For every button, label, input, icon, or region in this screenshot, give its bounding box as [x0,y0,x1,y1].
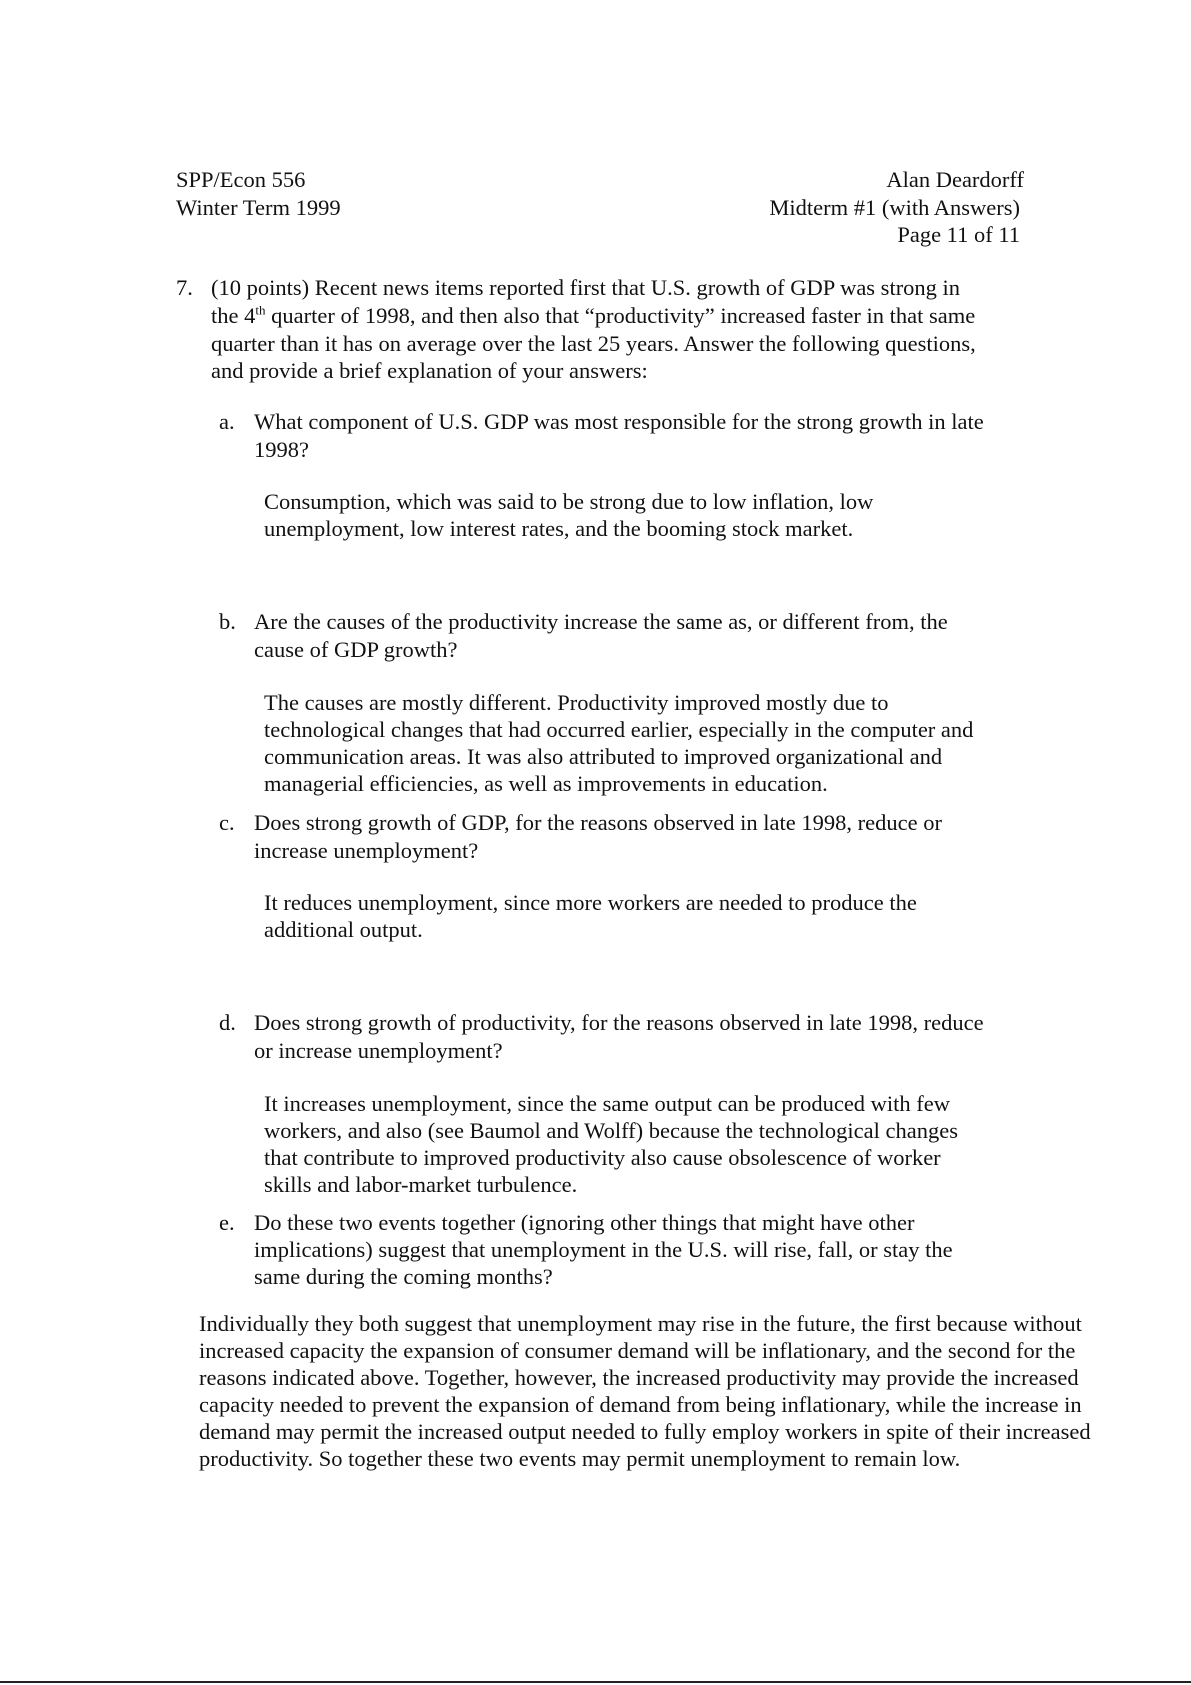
part-b-question: cause of GDP growth? [254,637,458,662]
part-a-answer: unemployment, low interest rates, and the booming stock market. [264,516,854,541]
part-e-question: Do these two events together (ignoring other things that might have other [254,1210,915,1235]
question-line [211,302,975,329]
question-text: the 4 [211,303,256,328]
part-e-answer: Individually they both suggest that unemployment may rise in the future, the first because without [199,1311,1082,1336]
author: Alan Deardorff [886,167,1024,192]
part-e-question: same during the coming months? [254,1264,553,1289]
part-b-answer: The causes are mostly different. Productivity improved mostly due to [264,690,889,715]
part-c-question: Does strong growth of GDP, for the reasons observed in late 1998, reduce or [254,810,942,835]
page-number: Page 11 of 11 [897,222,1020,247]
exam-title: Midterm #1 (with Answers) [769,195,1020,220]
part-d-answer: It increases unemployment, since the same output can be produced with few [264,1091,951,1116]
part-d-question: or increase unemployment? [254,1038,503,1063]
part-d-answer: that contribute to improved productivity also cause obsolescence of worker [264,1145,941,1170]
part-a-question: 1998? [254,437,309,462]
part-b-answer: technological changes that had occurred earlier, especially in the computer and [264,717,974,742]
part-d-question: Does strong growth of productivity, for the reasons observed in late 1998, reduce [254,1010,984,1035]
part-c-answer: additional output. [264,917,423,942]
ordinal-suffix: th [255,302,266,318]
part-b-question: Are the causes of the productivity increase the same as, or different from, the [254,609,948,634]
part-c-letter: c. [219,810,235,835]
part-e-answer: capacity needed to prevent the expansion of demand from being inflationary, while the increase in [199,1392,1082,1417]
part-e-answer: demand may permit the increased output needed to fully employ workers in spite of their increased [199,1419,1091,1444]
part-d-letter: d. [219,1010,236,1035]
part-d-answer: skills and labor-market turbulence. [264,1172,578,1197]
part-a-answer: Consumption, which was said to be strong due to low inflation, low [264,489,874,514]
question-line: and provide a brief explanation of your answers: [211,358,648,383]
term: Winter Term 1999 [176,195,341,220]
part-a-question: What component of U.S. GDP was most responsible for the strong growth in late [254,409,984,434]
question-line: quarter than it has on average over the last 25 years. Answer the following questions, [211,331,976,356]
question-line: (10 points) Recent news items reported first that U.S. growth of GDP was strong in [211,275,961,300]
part-e-answer: increased capacity the expansion of consumer demand will be inflationary, and the second for the [199,1338,1076,1363]
part-a-letter: a. [219,409,235,434]
course-code: SPP/Econ 556 [176,167,306,192]
part-b-letter: b. [219,609,236,634]
part-e-answer: reasons indicated above. Together, however, the increased productivity may provide the increased [199,1365,1079,1390]
part-e-answer: productivity. So together these two events may permit unemployment to remain low. [199,1446,961,1471]
part-c-answer: It reduces unemployment, since more workers are needed to produce the [264,890,917,915]
part-c-question: increase unemployment? [254,838,479,863]
part-b-answer: managerial efficiencies, as well as improvements in education. [264,771,828,796]
part-e-letter: e. [219,1210,235,1235]
page-bottom-rule [0,1681,1191,1683]
question-text: quarter of 1998, and then also that “productivity” increased faster in that same [265,303,976,328]
part-b-answer: communication areas. It was also attributed to improved organizational and [264,744,943,769]
part-d-answer: workers, and also (see Baumol and Wolff) because the technological changes [264,1118,958,1143]
question-number: 7. [176,275,193,300]
part-e-question: implications) suggest that unemployment in the U.S. will rise, fall, or stay the [254,1237,953,1262]
